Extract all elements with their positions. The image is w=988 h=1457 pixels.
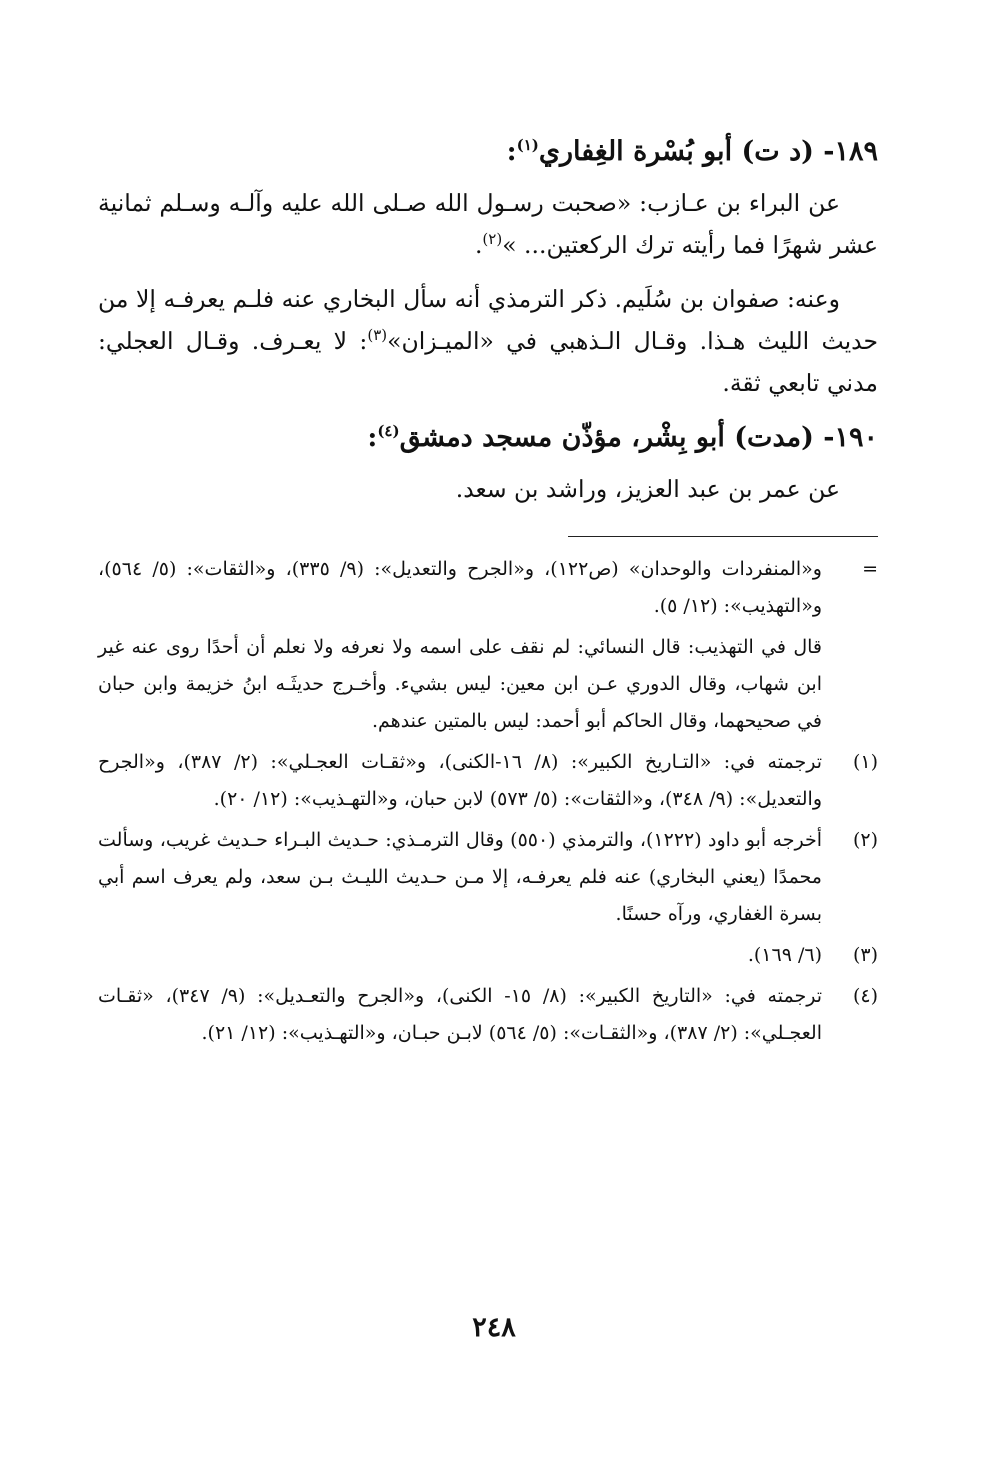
footnote-divider [568, 536, 878, 537]
footnote-continuation-paragraph: قال في التهذيب: قال النسائي: لم نقف على اسمه ولا نعرفه ولا نعلم أن أحدًا روى عنه غير ابن شهاب، وقال الدوري عـن ابن معين: ليس بشيء. وأخـرج حديثَـه ابنُ خزيمة وابن حبان في صحيحهما، وقال الحاكم أبو أحمد: ليس بالمتين عندهم. [98, 636, 822, 732]
entry-189-title: ١٨٩- (د ت) أبو بُسْرة الغِفاري$^{(١)}$: [506, 136, 878, 167]
entry-189-paragraph-2: وعنه: صفوان بن سُلَيم. ذكر الترمذي أنه سأل البخاري عنه فلـم يعرفـه إلا من حديث الليث هـذا. وقـال الـذهبي في «الميـزان»$^{(٣)}$: لا يعـرف. وقـال العجلي: مدني تابعي ثقة. [98, 285, 878, 397]
footnote-3: (٣) (٦/ ١٦٩). [747, 944, 878, 966]
page-number: ٢٤٨ [472, 1312, 516, 1343]
book-page [98, 120, 878, 1056]
footnote-1: (١) ترجمته في: «التـاريخ الكبير»: (٨/ ١٦-الكنى)، و«ثقـات العجـلي»: (٢/ ٣٨٧)، و«الجرح والتعديل»: (٩/ ٣٤٨)، و«الثقات»: (٥/ ٥٧٣) لابن حبان، و«التهـذيب»: (١٢/ ٢٠). [98, 751, 878, 810]
footnote-continuation: = و«المنفردات والوحدان» (ص١٢٢)، و«الجرح والتعديل»: (٩/ ٣٣٥)، و«الثقات»: (٥/ ٥٦٤)، و«التهذيب»: (١٢/ ٥). [98, 551, 878, 625]
footnote-4: (٤) ترجمته في: «التاريخ الكبير»: (٨/ ١٥- الكنى)، و«الجرح والتعـديل»: (٩/ ٣٤٧)، «ثقـات العجـلي»: (٢/ ٣٨٧)، و«الثقـات»: (٥/ ٥٦٤) لابـن حبـان، و«التهـذيب»: (١٢/ ٢١). [98, 985, 878, 1044]
footnotes [98, 551, 878, 1052]
footnote-2: (٢) أخرجه أبو داود (١٢٢٢)، والترمذي (٥٥٠) وقال الترمـذي: حـديث البـراء حـديث غريب، وسألت محمدًا (يعني البخاري) عنه فلم يعرفـه، إلا مـن حـديث الليـث بـن سعد، ولم يعرف اسم أبي بسرة الغفاري، ورآه حسنًا. [98, 829, 878, 925]
footnote-ref-1[interactable]: (١) [516, 136, 539, 154]
entry-189-paragraph-1: عن البراء بن عـازب: «صحبت رسـول الله صـلى الله عليه وآلـه وسـلم ثمانية عشر شهرًا فما رأيته ترك الركعتين... »$^{(٢)}$. [98, 189, 878, 259]
continuation-mark: = [862, 558, 878, 580]
entry-190-title: ١٩٠- (مدت) أبو بِشْر، مؤذّن مسجد دمشق$^{(٤)}$: [367, 422, 878, 453]
footnote-ref-3[interactable]: (٣) [367, 326, 388, 345]
footnote-ref-2[interactable]: (٢) [482, 230, 503, 249]
entry-190-paragraph-1: عن عمر بن عبد العزيز، وراشد بن سعد. [455, 475, 840, 503]
footnote-ref-4[interactable]: (٤) [377, 422, 400, 440]
